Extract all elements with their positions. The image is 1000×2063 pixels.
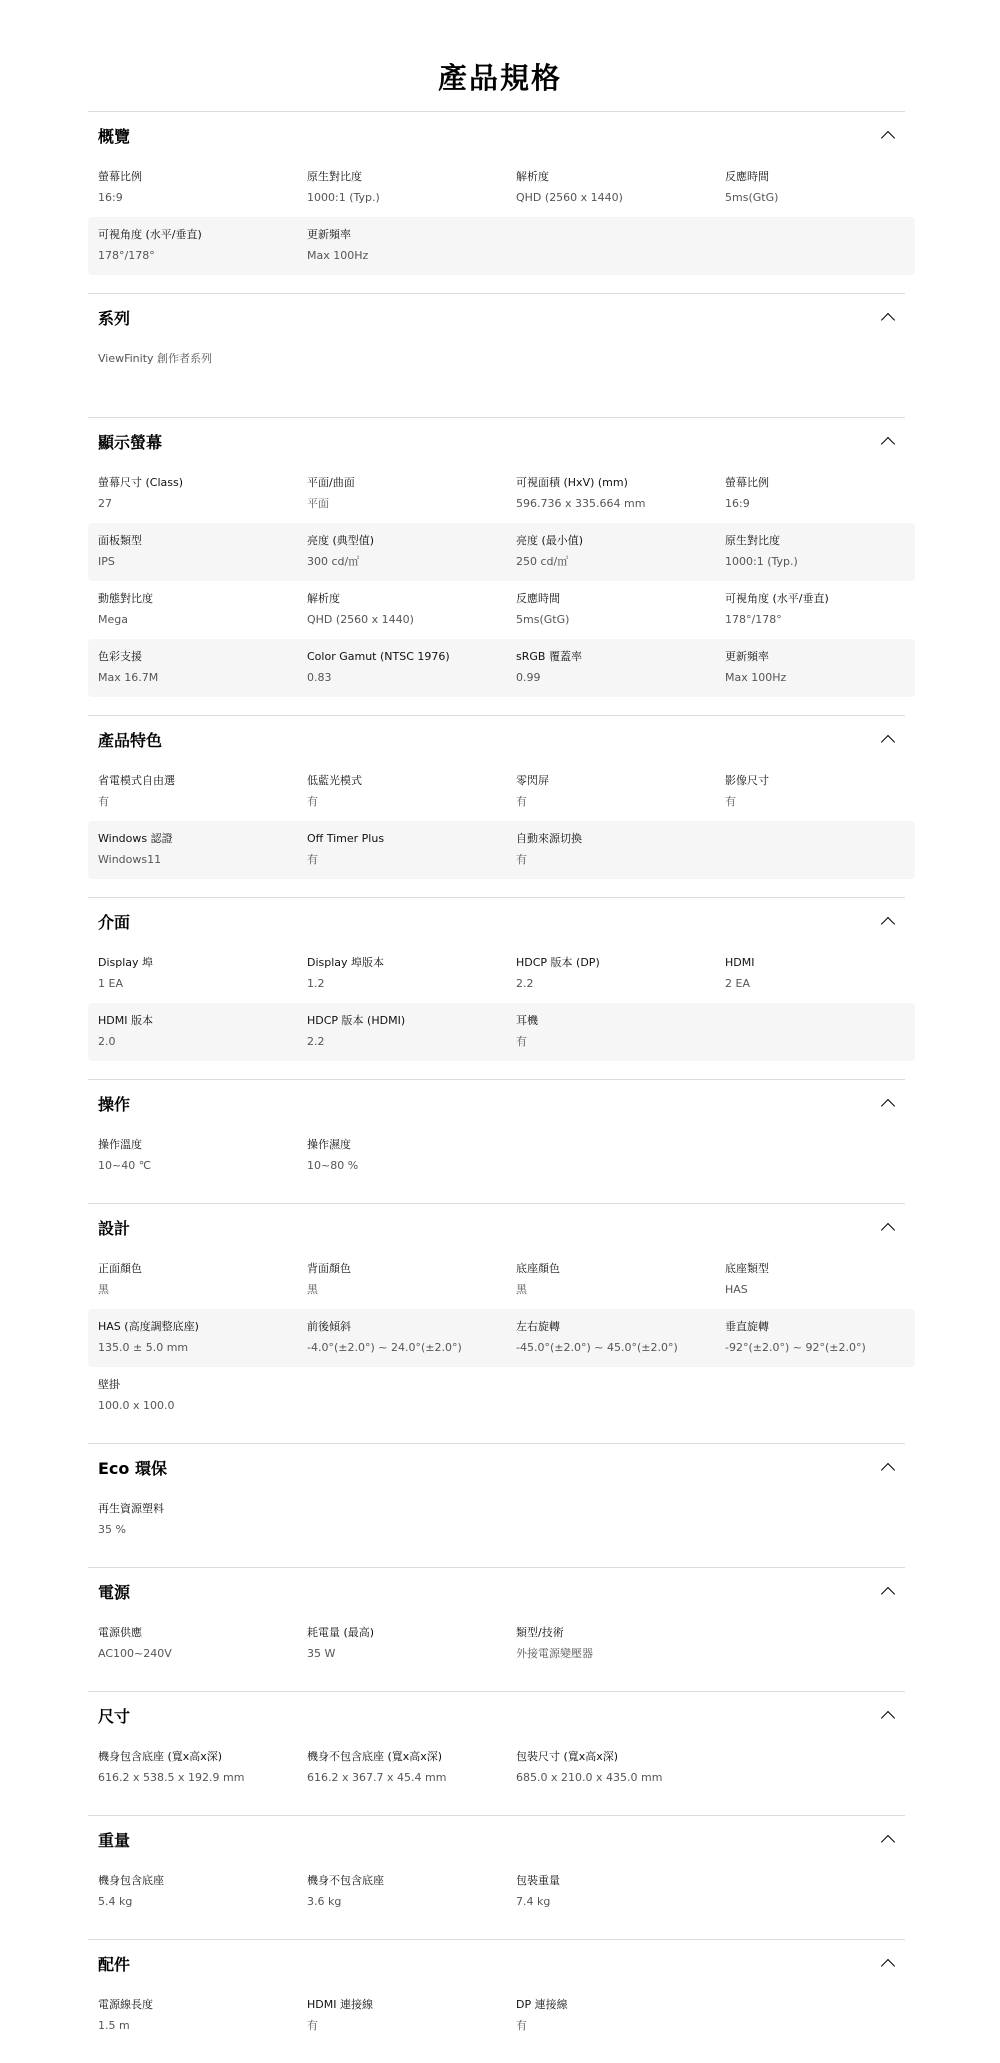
spec-item	[506, 639, 711, 697]
section-header-toggle[interactable]	[88, 1203, 905, 1251]
spec-label: 解析度	[307, 592, 340, 605]
spec-row	[88, 159, 915, 217]
spec-row	[88, 1739, 915, 1797]
spec-row	[88, 1251, 915, 1309]
spec-item	[297, 217, 502, 275]
section-title: 電源	[98, 1583, 131, 1602]
spec-item	[506, 465, 711, 523]
spec-label: 耳機	[516, 1014, 538, 1027]
spec-value: ViewFinity 創作者系列	[98, 352, 213, 365]
chevron-up-icon[interactable]	[881, 735, 895, 749]
spec-item	[88, 523, 293, 581]
chevron-up-icon[interactable]	[881, 1835, 895, 1849]
spec-item	[297, 1251, 502, 1309]
spec-item	[506, 1987, 711, 2045]
spec-label: HDMI 連接線	[307, 1998, 373, 2011]
spec-section	[88, 1567, 905, 1691]
spec-section	[88, 1443, 905, 1567]
page-title: 產品規格	[437, 61, 562, 95]
spec-item	[297, 945, 502, 1003]
spec-label: Display 埠	[98, 956, 154, 969]
spec-row	[88, 821, 915, 879]
section-header-toggle[interactable]	[88, 1443, 905, 1491]
spec-item	[88, 465, 293, 523]
spec-value: 10~40 ℃	[98, 1159, 152, 1172]
spec-label: 機身包含底座	[98, 1874, 164, 1887]
spec-item	[506, 1615, 711, 1673]
spec-label: 螢幕比例	[725, 476, 769, 489]
spec-label: 垂直旋轉	[725, 1320, 769, 1333]
section-header-toggle[interactable]	[88, 1815, 905, 1863]
chevron-up-icon[interactable]	[881, 1959, 895, 1973]
spec-value: 100.0 x 100.0	[98, 1399, 175, 1412]
spec-value: 1.2	[307, 977, 325, 990]
spec-value: 616.2 x 538.5 x 192.9 mm	[98, 1771, 245, 1784]
spec-item	[297, 1127, 502, 1185]
spec-value: 有	[98, 795, 109, 808]
spec-item	[715, 523, 920, 581]
spec-value: 596.736 x 335.664 mm	[516, 497, 646, 510]
spec-item	[715, 639, 920, 697]
spec-item	[88, 821, 293, 879]
spec-item	[715, 945, 920, 1003]
spec-value: IPS	[98, 555, 115, 568]
spec-row	[88, 465, 915, 523]
section-header-toggle[interactable]	[88, 1079, 905, 1127]
spec-label: HDCP 版本 (DP)	[516, 956, 600, 969]
spec-value: -92°(±2.0°) ~ 92°(±2.0°)	[725, 1341, 866, 1354]
spec-item	[297, 821, 502, 879]
section-title: 尺寸	[98, 1707, 131, 1726]
spec-value: 有	[516, 1035, 527, 1048]
spec-label: HDMI	[725, 956, 755, 969]
spec-value: 平面	[307, 497, 329, 510]
spec-value: Max 100Hz	[307, 249, 369, 262]
spec-value: QHD (2560 x 1440)	[516, 191, 623, 204]
spec-value: 27	[98, 497, 112, 510]
spec-item	[88, 217, 293, 275]
spec-label: 底座顏色	[516, 1262, 560, 1275]
spec-label: 色彩支援	[98, 650, 142, 663]
spec-row	[88, 523, 915, 581]
spec-value: 有	[516, 853, 527, 866]
spec-item	[297, 581, 502, 639]
spec-label: Off Timer Plus	[307, 832, 385, 845]
spec-item	[88, 1739, 293, 1797]
spec-item	[715, 159, 920, 217]
spec-value: Max 16.7M	[98, 671, 159, 684]
spec-label: 再生資源塑料	[98, 1502, 164, 1515]
spec-item	[506, 1863, 711, 1921]
spec-item	[297, 639, 502, 697]
section-title: 重量	[98, 1831, 131, 1850]
spec-value: HAS	[725, 1283, 748, 1296]
spec-label: 亮度 (典型值)	[307, 534, 375, 547]
spec-label: 可視面積 (HxV) (mm)	[516, 476, 628, 489]
spec-label: 左右旋轉	[516, 1320, 560, 1333]
spec-section	[88, 897, 905, 1079]
spec-section	[88, 715, 905, 897]
chevron-up-icon[interactable]	[881, 313, 895, 327]
spec-value: 有	[307, 795, 318, 808]
spec-item	[297, 1739, 502, 1797]
spec-label: 操作溫度	[98, 1138, 142, 1151]
spec-label: 面板類型	[98, 534, 142, 547]
spec-value: 35 W	[307, 1647, 336, 1660]
spec-item	[715, 465, 920, 523]
spec-item	[506, 945, 711, 1003]
spec-item	[506, 1003, 711, 1061]
spec-label: 包裝尺寸 (寬x高x深)	[516, 1750, 619, 1763]
section-title: 產品特色	[98, 731, 163, 750]
spec-item	[88, 639, 293, 697]
spec-row	[88, 1309, 915, 1367]
spec-value: 178°/178°	[725, 613, 782, 626]
spec-label: 亮度 (最小值)	[516, 534, 584, 547]
spec-item	[297, 1309, 502, 1367]
spec-item	[88, 763, 293, 821]
spec-value: AC100~240V	[98, 1647, 172, 1660]
spec-value: 有	[516, 2019, 527, 2032]
spec-item	[88, 581, 293, 639]
spec-value: 3.6 kg	[307, 1895, 342, 1908]
spec-item	[506, 1739, 711, 1797]
section-title: 操作	[98, 1095, 131, 1114]
spec-label: Display 埠版本	[307, 956, 385, 969]
spec-label: Windows 認證	[98, 832, 173, 845]
spec-value: 178°/178°	[98, 249, 155, 262]
chevron-up-icon[interactable]	[881, 437, 895, 451]
spec-value: 0.83	[307, 671, 332, 684]
section-header-toggle[interactable]	[88, 1691, 905, 1739]
spec-item	[297, 1003, 502, 1061]
spec-value: 685.0 x 210.0 x 435.0 mm	[516, 1771, 663, 1784]
spec-item	[88, 1003, 293, 1061]
spec-value: 黑	[98, 1283, 109, 1296]
chevron-up-icon[interactable]	[881, 917, 895, 931]
section-title: 設計	[98, 1219, 131, 1238]
spec-value: 1000:1 (Typ.)	[307, 191, 380, 204]
spec-label: 更新頻率	[307, 228, 351, 241]
spec-label: 反應時間	[725, 170, 769, 183]
spec-value: 0.99	[516, 671, 541, 684]
spec-label: 原生對比度	[307, 170, 362, 183]
spec-label: 可視角度 (水平/垂直)	[98, 228, 202, 241]
spec-row	[88, 1863, 915, 1921]
section-header-toggle[interactable]	[88, 715, 905, 763]
spec-item	[506, 821, 711, 879]
spec-item	[297, 763, 502, 821]
spec-label: 影像尺寸	[725, 774, 769, 787]
spec-value: 1000:1 (Typ.)	[725, 555, 798, 568]
spec-value: Mega	[98, 613, 128, 626]
spec-label: 背面顏色	[307, 1262, 351, 1275]
spec-section	[88, 111, 905, 293]
spec-item	[297, 1615, 502, 1673]
spec-label: 省電模式自由選	[98, 774, 175, 787]
spec-label: DP 連接線	[516, 1998, 568, 2011]
spec-value: 616.2 x 367.7 x 45.4 mm	[307, 1771, 447, 1784]
spec-value: 5ms(GtG)	[516, 613, 570, 626]
spec-item	[297, 465, 502, 523]
spec-item	[88, 1367, 293, 1425]
spec-value: 16:9	[725, 497, 750, 510]
section-header-toggle[interactable]	[88, 1939, 905, 1987]
spec-label: HDCP 版本 (HDMI)	[307, 1014, 406, 1027]
spec-label: 耗電量 (最高)	[307, 1626, 375, 1639]
spec-label: sRGB 覆蓋率	[516, 650, 582, 663]
spec-value: 1.5 m	[98, 2019, 130, 2032]
spec-value: 1 EA	[98, 977, 123, 990]
spec-item	[88, 1309, 293, 1367]
spec-value: 300 cd/㎡	[307, 555, 360, 568]
spec-row	[88, 1003, 915, 1061]
spec-label: 低藍光模式	[307, 774, 362, 787]
spec-label: 可視角度 (水平/垂直)	[725, 592, 829, 605]
spec-value: 黑	[307, 1283, 318, 1296]
chevron-up-icon[interactable]	[881, 131, 895, 145]
spec-item	[506, 581, 711, 639]
spec-item	[88, 945, 293, 1003]
spec-item	[297, 523, 502, 581]
spec-label: 機身不包含底座	[307, 1874, 384, 1887]
spec-value: Windows11	[98, 853, 162, 866]
spec-label: 包裝重量	[516, 1874, 560, 1887]
spec-row	[88, 763, 915, 821]
spec-value: 7.4 kg	[516, 1895, 551, 1908]
spec-section	[88, 1203, 905, 1443]
spec-label: 更新頻率	[725, 650, 769, 663]
spec-row	[88, 639, 915, 697]
section-header-toggle[interactable]	[88, 293, 905, 341]
spec-label: 機身包含底座 (寬x高x深)	[98, 1750, 223, 1763]
chevron-up-icon[interactable]	[881, 1099, 895, 1113]
spec-item	[88, 1863, 293, 1921]
spec-item	[506, 1309, 711, 1367]
spec-label: 電源線長度	[98, 1998, 153, 2011]
spec-section	[88, 1691, 905, 1815]
spec-value: 有	[516, 795, 527, 808]
spec-item	[88, 1127, 293, 1185]
spec-value: 2 EA	[725, 977, 750, 990]
spec-row	[88, 1127, 915, 1185]
spec-label: 正面顏色	[98, 1262, 142, 1275]
section-title: Eco 環保	[98, 1459, 167, 1478]
spec-section	[88, 1939, 905, 2063]
spec-row	[88, 341, 915, 399]
chevron-up-icon[interactable]	[881, 1463, 895, 1477]
spec-label: 底座類型	[725, 1262, 769, 1275]
spec-item	[715, 763, 920, 821]
spec-value: 有	[307, 2019, 318, 2032]
spec-label: 平面/曲面	[307, 476, 355, 489]
spec-item	[297, 1987, 502, 2045]
spec-label: 操作濕度	[307, 1138, 351, 1151]
spec-label: 自動來源切換	[516, 832, 582, 845]
section-header-toggle[interactable]	[88, 111, 905, 159]
spec-value: -45.0°(±2.0°) ~ 45.0°(±2.0°)	[516, 1341, 678, 1354]
spec-label: HAS (高度調整底座)	[98, 1320, 199, 1333]
spec-value: 2.2	[307, 1035, 325, 1048]
spec-value: 250 cd/㎡	[516, 555, 569, 568]
spec-item	[88, 159, 293, 217]
spec-label: 前後傾斜	[307, 1320, 351, 1333]
spec-label: HDMI 版本	[98, 1014, 153, 1027]
spec-value: 16:9	[98, 191, 123, 204]
spec-value: 2.2	[516, 977, 534, 990]
spec-value: 10~80 %	[307, 1159, 359, 1172]
spec-item	[88, 1615, 293, 1673]
spec-row	[88, 1615, 915, 1673]
section-header-toggle[interactable]	[88, 1567, 905, 1615]
spec-section	[88, 1079, 905, 1203]
spec-label: 螢幕比例	[98, 170, 142, 183]
spec-value: 5.4 kg	[98, 1895, 133, 1908]
spec-value: 外接電源變壓器	[516, 1647, 593, 1660]
section-title: 系列	[98, 309, 131, 328]
spec-label: 類型/技術	[516, 1626, 564, 1639]
spec-row	[88, 217, 915, 275]
spec-label: 零閃屏	[516, 774, 549, 787]
spec-section	[88, 417, 905, 715]
spec-value: 黑	[516, 1283, 527, 1296]
spec-value: Max 100Hz	[725, 671, 787, 684]
spec-row	[88, 945, 915, 1003]
spec-value: 有	[307, 853, 318, 866]
spec-value: 35 %	[98, 1523, 126, 1536]
chevron-up-icon[interactable]	[881, 1711, 895, 1725]
spec-value: 有	[725, 795, 736, 808]
spec-item	[506, 159, 711, 217]
spec-row	[88, 581, 915, 639]
chevron-up-icon[interactable]	[881, 1223, 895, 1237]
section-title: 概覽	[98, 127, 131, 146]
spec-item	[506, 763, 711, 821]
spec-item	[88, 341, 293, 399]
section-header-toggle[interactable]	[88, 897, 905, 945]
spec-label: 動態對比度	[98, 592, 153, 605]
spec-row	[88, 1491, 915, 1549]
spec-label: 機身不包含底座 (寬x高x深)	[307, 1750, 443, 1763]
spec-value: 5ms(GtG)	[725, 191, 779, 204]
spec-label: 螢幕尺寸 (Class)	[98, 476, 184, 489]
spec-section	[88, 1815, 905, 1939]
spec-label: 解析度	[516, 170, 549, 183]
spec-item	[88, 1987, 293, 2045]
chevron-up-icon[interactable]	[881, 1587, 895, 1601]
section-title: 配件	[98, 1955, 131, 1974]
spec-item	[88, 1491, 293, 1549]
spec-item	[297, 1863, 502, 1921]
spec-label: 反應時間	[516, 592, 560, 605]
spec-value: -4.0°(±2.0°) ~ 24.0°(±2.0°)	[307, 1341, 462, 1354]
spec-value: QHD (2560 x 1440)	[307, 613, 414, 626]
spec-label: 壁掛	[98, 1378, 120, 1391]
spec-row	[88, 1367, 915, 1425]
spec-item	[506, 1251, 711, 1309]
spec-item	[715, 1309, 920, 1367]
spec-value: 135.0 ± 5.0 mm	[98, 1341, 189, 1354]
spec-label: 原生對比度	[725, 534, 780, 547]
spec-item	[715, 1251, 920, 1309]
section-title: 介面	[98, 913, 131, 932]
spec-label: Color Gamut (NTSC 1976)	[307, 650, 450, 663]
section-title: 顯示螢幕	[98, 433, 163, 452]
spec-item	[715, 581, 920, 639]
spec-item	[506, 523, 711, 581]
spec-row	[88, 1987, 915, 2045]
spec-label: 電源供應	[98, 1626, 142, 1639]
spec-item	[88, 1251, 293, 1309]
spec-section	[88, 293, 905, 417]
spec-value: 2.0	[98, 1035, 116, 1048]
spec-item	[297, 159, 502, 217]
section-header-toggle[interactable]	[88, 417, 905, 465]
